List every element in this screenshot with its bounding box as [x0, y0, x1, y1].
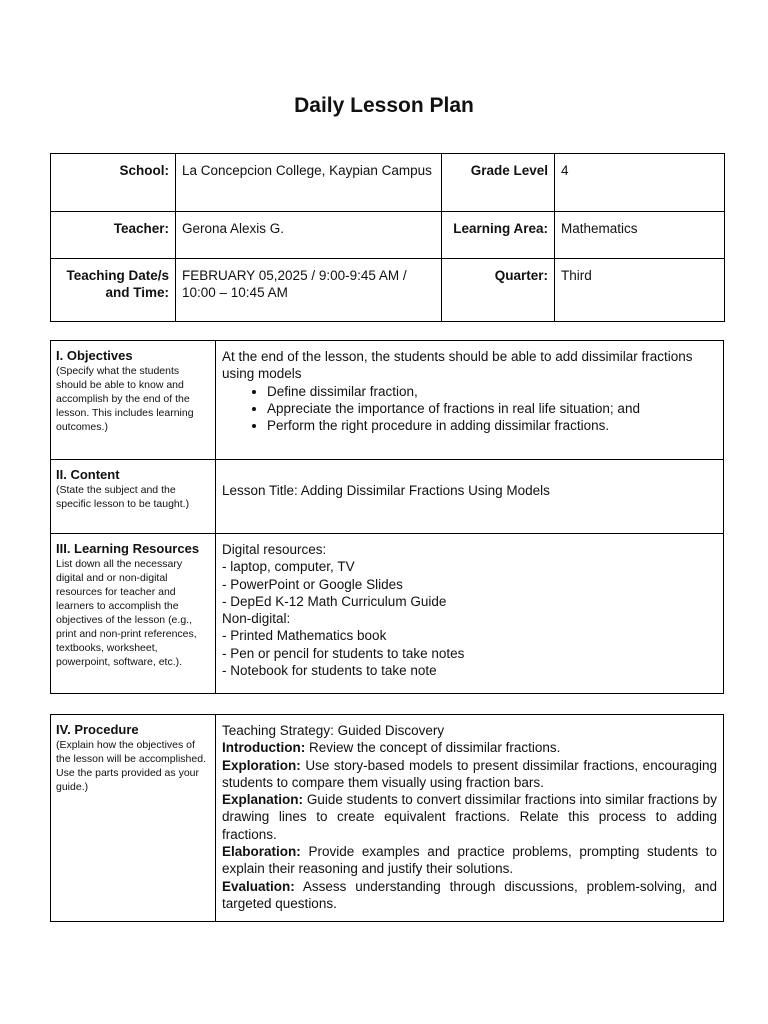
objective-item: • Define dissimilar fraction, [267, 383, 717, 400]
learning-area-label: Learning Area: [442, 212, 555, 259]
procedure-row [51, 715, 724, 922]
objectives-description: (Specify what the students should be able to know and accomplish by the end of the lesson. This includes learning outcomes.) [56, 365, 194, 433]
grade-level-value: 4 [555, 154, 725, 212]
quarter-label: Quarter: [442, 259, 555, 322]
school-label: School: [51, 154, 176, 212]
objectives-row [51, 341, 724, 460]
lesson-title: Lesson Title: Adding Dissimilar Fractions Using Models [222, 483, 550, 498]
objective-item: • Appreciate the importance of fractions in real life situation; and [267, 400, 717, 417]
resources-label-cell [51, 534, 216, 694]
lesson-sections-table [50, 340, 724, 694]
objectives-content-cell [216, 341, 724, 460]
content-label-cell [51, 460, 216, 534]
resource-line: Digital resources: [222, 542, 327, 557]
objectives-list [222, 383, 717, 435]
content-title: II. Content [56, 467, 120, 482]
step-label: Elaboration: [222, 844, 301, 860]
step-text: Review the concept of dissimilar fractions. [309, 740, 561, 756]
step-text: Guide students to convert dissimilar fractions into similar fractions by drawing lines to create equivalent fractions. Relate this process to adding fractions. [222, 792, 717, 842]
teaching-date-value: FEBRUARY 05,2025 / 9:00-9:45 AM / 10:00 – 10:45 AM [176, 259, 442, 322]
content-row [51, 460, 724, 534]
resource-line: - DepEd K-12 Math Curriculum Guide [222, 593, 447, 609]
resource-line: - Printed Mathematics book [222, 628, 387, 644]
resource-line: Non-digital: [222, 611, 291, 627]
teaching-date-label: Teaching Date/s and Time: [51, 259, 176, 322]
procedure-content-cell [216, 715, 724, 922]
header-info-table [50, 153, 725, 322]
step-text: Provide examples and practice problems, prompting students to explain their reasoning and justify their solutions. [222, 844, 717, 877]
procedure-step-explanation [222, 791, 717, 843]
resource-line: - Pen or pencil for students to take notes [222, 645, 465, 661]
step-text: Assess understanding through discussions, problem-solving, and targeted questions. [222, 878, 717, 911]
step-label: Exploration: [222, 757, 301, 773]
objectives-title: I. Objectives [56, 348, 133, 363]
procedure-table [50, 714, 724, 922]
resources-title: III. Learning Resources [56, 541, 200, 556]
step-label: Introduction: [222, 740, 306, 756]
procedure-description: (Explain how the objectives of the lesson will be accomplished. Use the parts provided as your guide.) [56, 739, 206, 793]
page-title: Daily Lesson Plan [294, 94, 474, 117]
resources-list-cell [216, 534, 724, 694]
objective-item: • Perform the right procedure in adding dissimilar fractions. [267, 417, 717, 434]
step-label: Explanation: [222, 792, 304, 808]
procedure-label-cell [51, 715, 216, 922]
teacher-label: Teacher: [51, 212, 176, 259]
teacher-value: Gerona Alexis G. [176, 212, 442, 259]
quarter-value: Third [555, 259, 725, 322]
resource-line: - laptop, computer, TV [222, 559, 355, 575]
procedure-step-exploration [222, 757, 717, 792]
resource-line: - PowerPoint or Google Slides [222, 576, 403, 592]
procedure-step-evaluation [222, 878, 717, 913]
learning-area-value: Mathematics [555, 212, 725, 259]
step-label: Evaluation: [222, 878, 295, 894]
resources-description: List down all the necessary digital and or non-digital resources for teacher and learners to accomplish the objectives of the lesson (e.g., print and non-print references, textbooks, worksheet, powerpoint, software, etc.). [56, 558, 197, 668]
procedure-step-introduction [222, 739, 717, 756]
grade-level-label: Grade Level [442, 154, 555, 212]
step-text: Use story-based models to present dissimilar fractions, encouraging students to compare them visually using fraction bars. [222, 757, 717, 790]
teaching-strategy: Teaching Strategy: Guided Discovery [222, 723, 445, 738]
procedure-step-elaboration [222, 843, 717, 878]
content-value-cell [216, 460, 724, 534]
resources-row [51, 534, 724, 694]
objectives-label-cell [51, 341, 216, 460]
procedure-title: IV. Procedure [56, 722, 139, 737]
resource-line: - Notebook for students to take note [222, 663, 437, 679]
school-value: La Concepcion College, Kaypian Campus [176, 154, 442, 212]
content-description: (State the subject and the specific lesson to be taught.) [56, 484, 190, 510]
objectives-intro: At the end of the lesson, the students should be able to add dissimilar fractions using models [222, 349, 693, 382]
